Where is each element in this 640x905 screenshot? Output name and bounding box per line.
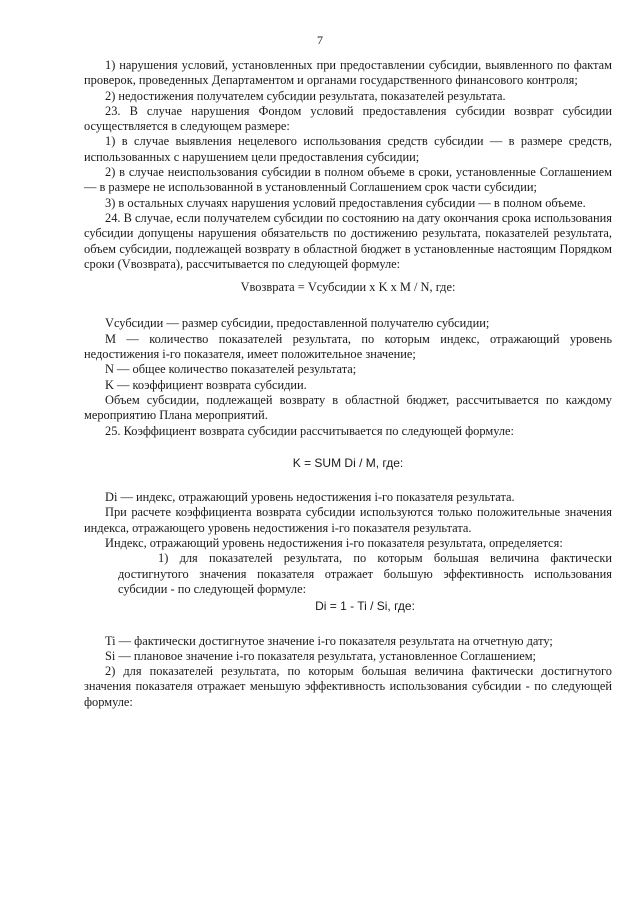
paragraph-non-achievement: 2) недостижения получателем субсидии результата, показателей результата. [105,88,506,103]
definition-v-subsidy: Vсубсидии — размер субсидии, предоставленной получателю субсидии; [105,316,490,331]
paragraph-positive-values: При расчете коэффициента возврата субсидии используются только положительные значения индекса, отражающего уровень недостижения i-го показателя результата. [84,505,612,535]
definition-ti: Ti — фактически достигнутое значение i-го показателя результата на отчетную дату; [105,633,553,648]
paragraph-violation-conditions: 1) нарушения условий, установленных при предоставлении субсидии, выявленного по фактам проверок, проведенных Департаментом и органами государственного финансового контроля; [84,58,612,88]
subparagraph-case-1 [118,551,612,597]
definition-si: Si — плановое значение i-го показателя результата, установленное Соглашением; [105,648,536,663]
definition-k: K — коэффициент возврата субсидии. [105,377,307,392]
page-number: 7 [317,33,323,47]
paragraph-index-defined: Индекс, отражающий уровень недостижения i-го показателя результата, определяется: [105,536,563,551]
formula-refund-volume: Vвозврата = Vсубсидии x K x M / N, где: [240,280,456,295]
formula-coefficient: K = SUM Di / M, где: [292,455,404,470]
definition-di: Di — индекс, отражающий уровень недостижения i-го показателя результата. [105,490,515,505]
paragraph-misuse: 1) в случае выявления нецелевого использования средств субсидии — в размере средств, использованных с нарушением цели предоставления субсидии; [84,134,612,164]
document-body [84,58,612,710]
paragraph-clause-25: 25. Коэффициент возврата субсидии рассчитывается по следующей формуле: [105,423,514,438]
definition-m: M — количество показателей результата, по которым индекс, отражающий уровень недостижения i-го показателя, имеет положительное значение; [84,331,612,362]
definition-n: N — общее количество показателей результата; [105,362,357,377]
paragraph-clause-23: 23. В случае нарушения Фондом условий предоставления субсидии возврат субсидии осуществляется в следующем размере: [84,103,612,134]
paragraph-per-event: Объем субсидии, подлежащей возврату в областной бюджет, рассчитывается по каждому мероприятию Плана мероприятий. [84,392,612,423]
paragraph-clause-24: 24. В случае, если получателем субсидии по состоянию на дату окончания срока использования субсидии допущены нарушения обязательств по достижению результата, показателей результата, объем субсидии, подлежащей возврату в областной бюджет в установленные настоящим Порядком сроки (Vвозврата), рассчитывается по следующей формуле: [84,210,612,271]
paragraph-non-use: 2) в случае неиспользования субсидии в полном объеме в сроки, установленные Соглашением — в размере не использованной в установленный Соглашением срок части субсидии; [84,165,612,195]
paragraph-other-cases: 3) в остальных случаях нарушения условий предоставления субсидии — в полном объеме. [105,195,586,210]
formula-di: Di = 1 - Ti / Si, где: [315,599,415,614]
subparagraph-case-1-text: 1) для показателей результата, по которым большая величина фактически достигнутого значения показателя отражает большую эффективность использования субсидии - по следующей формуле: [118,551,612,596]
paragraph-case-2: 2) для показателей результата, по которым большая величина фактически достигнутого значения показателя отражает меньшую эффективность использования субсидии - по следующей формуле: [84,664,612,709]
